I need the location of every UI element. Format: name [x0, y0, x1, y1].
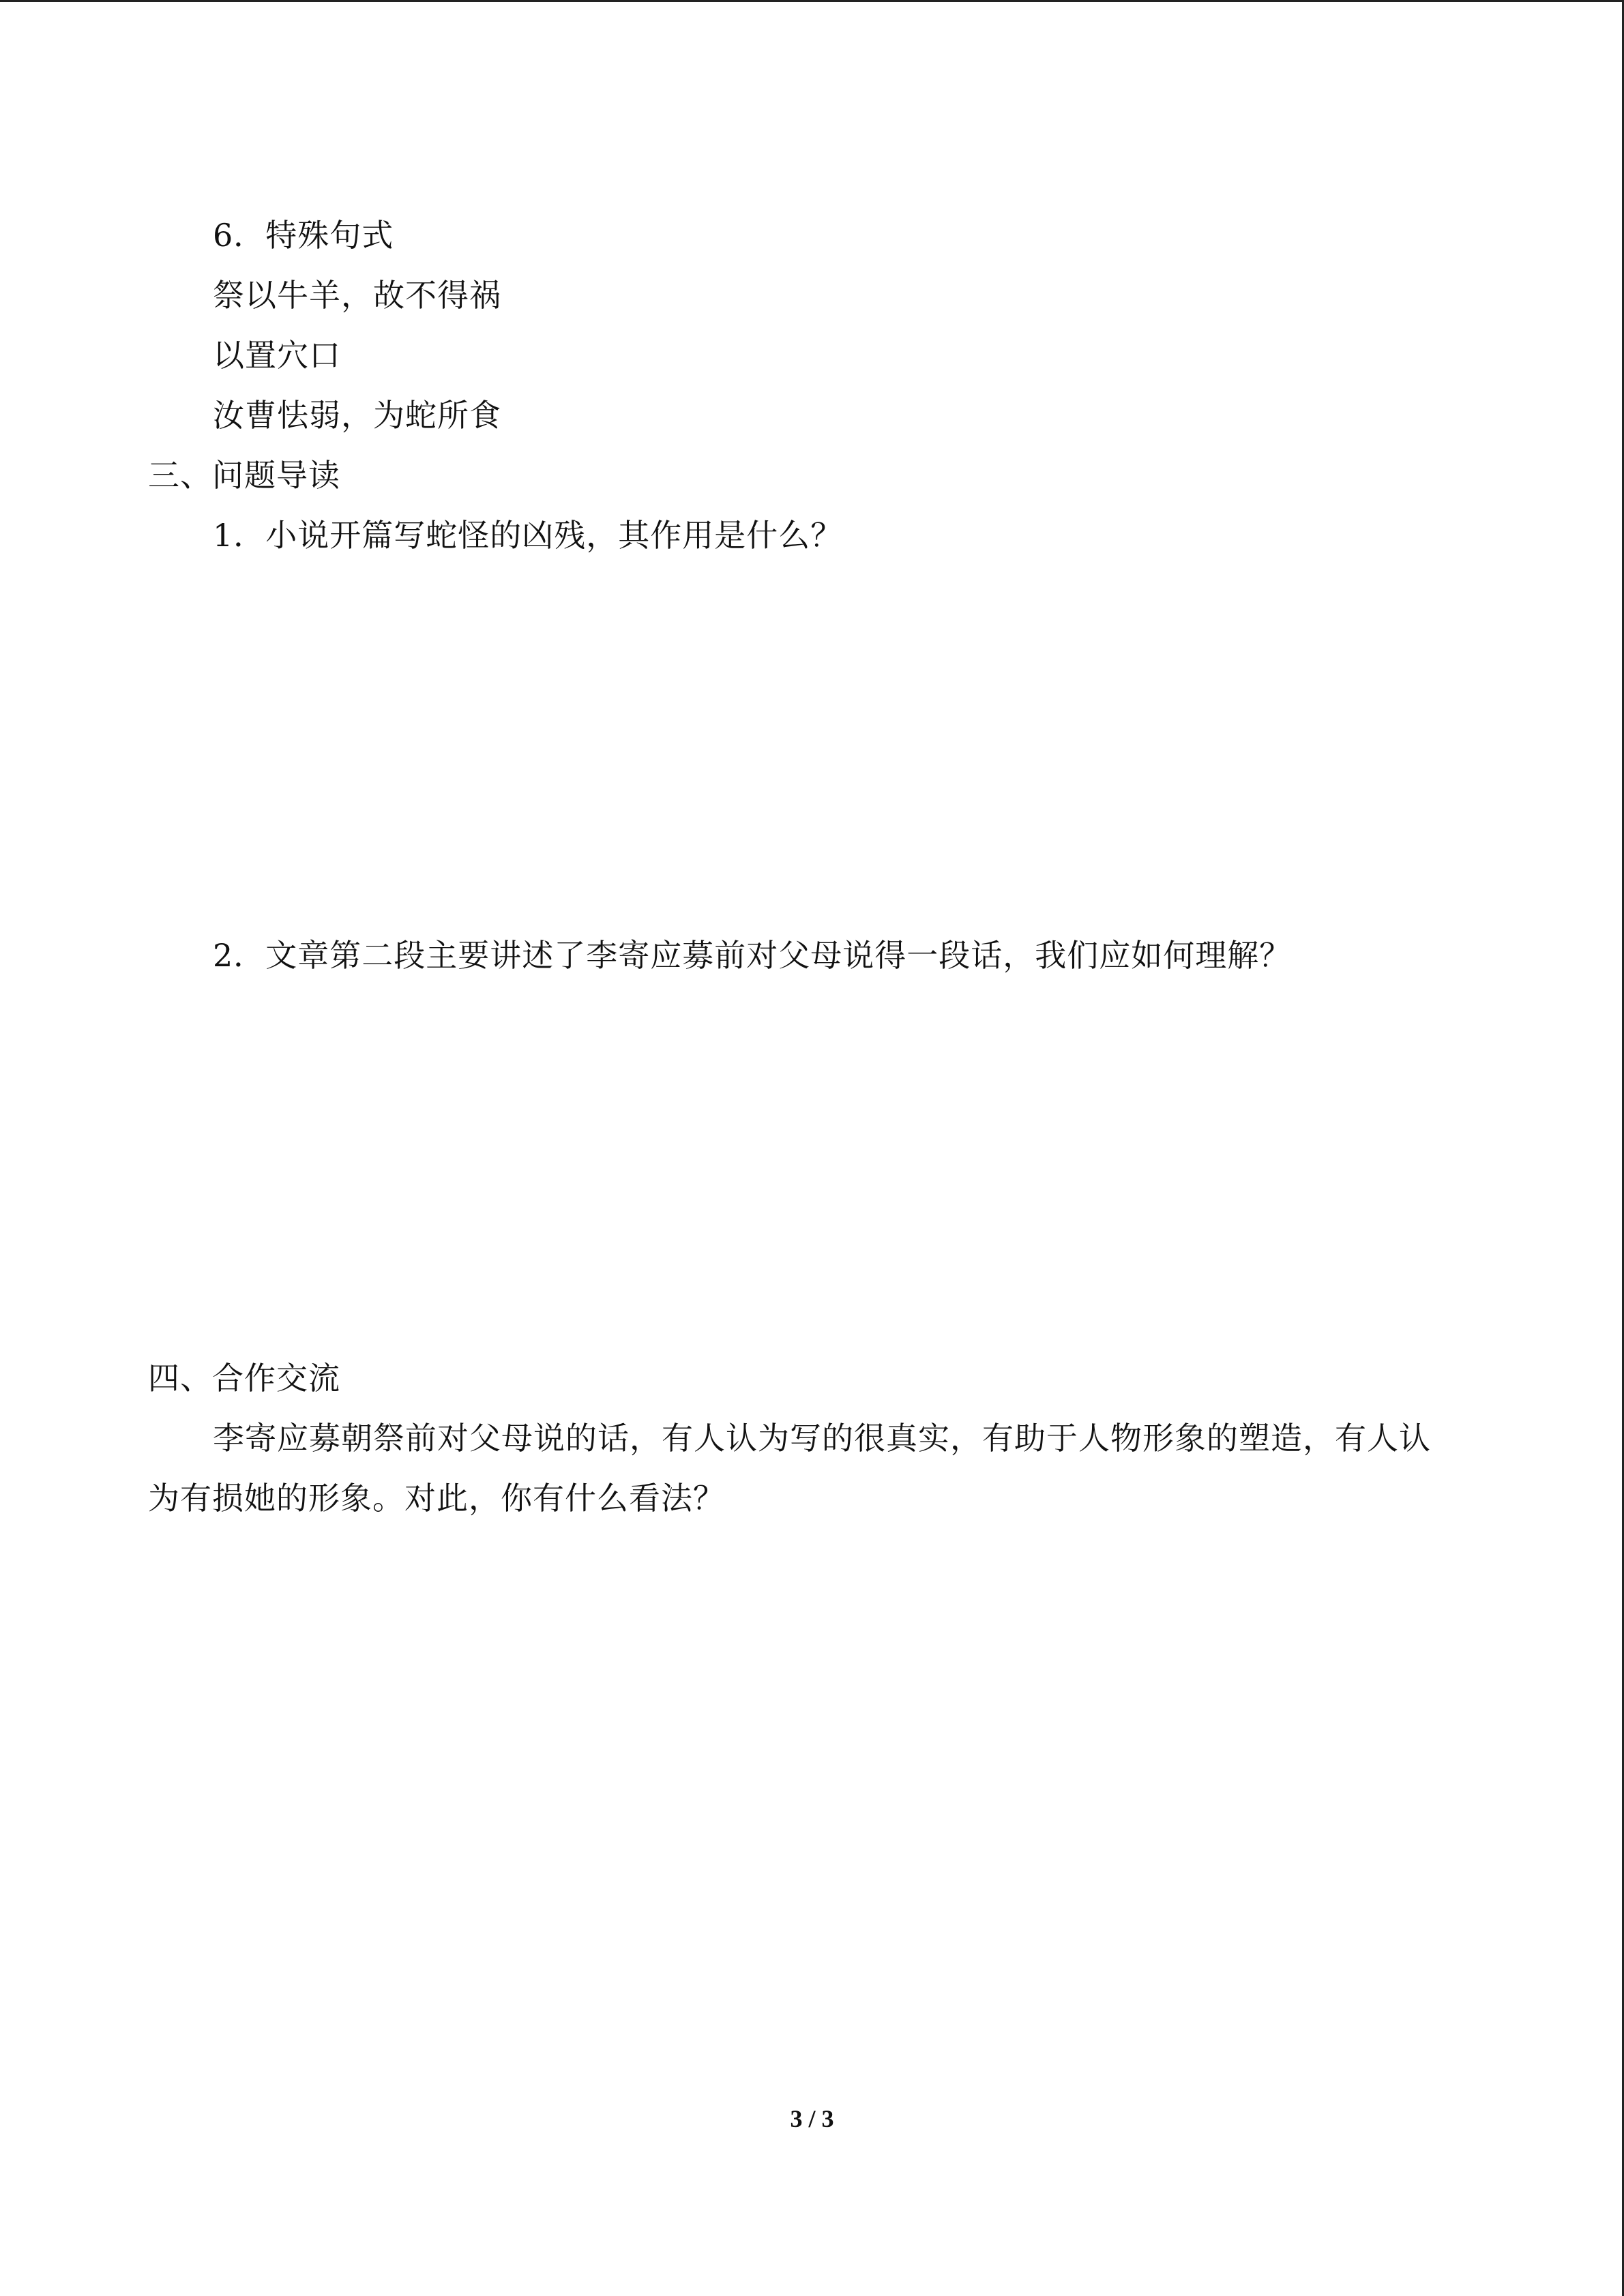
cooperation-paragraph-line-2: 为有损她的形象。对此，你有什么看法？: [148, 1480, 725, 1517]
cooperation-heading: 四、合作交流: [148, 1360, 340, 1397]
example-sentence: 祭以牛羊，故不得祸: [213, 277, 501, 314]
example-sentence: 汝曹怯弱，为蛇所食: [213, 397, 501, 434]
page-number: 3 / 3: [790, 2105, 834, 2132]
cooperation-paragraph-line-1: 李寄应募朝祭前对父母说的话，有人认为写的很真实，有助于人物形象的塑造，有人认: [213, 1420, 1431, 1457]
question-1: 1．小说开篇写蛇怪的凶残，其作用是什么？: [213, 517, 843, 554]
reading-questions-heading: 三、问题导读: [148, 457, 340, 494]
question-2: 2．文章第二段主要讲述了李寄应募前对父母说得一段话，我们应如何理解？: [213, 937, 1292, 974]
example-sentence: 以置穴口: [213, 337, 341, 374]
special-sentences-heading: 6．特殊句式: [213, 217, 394, 254]
